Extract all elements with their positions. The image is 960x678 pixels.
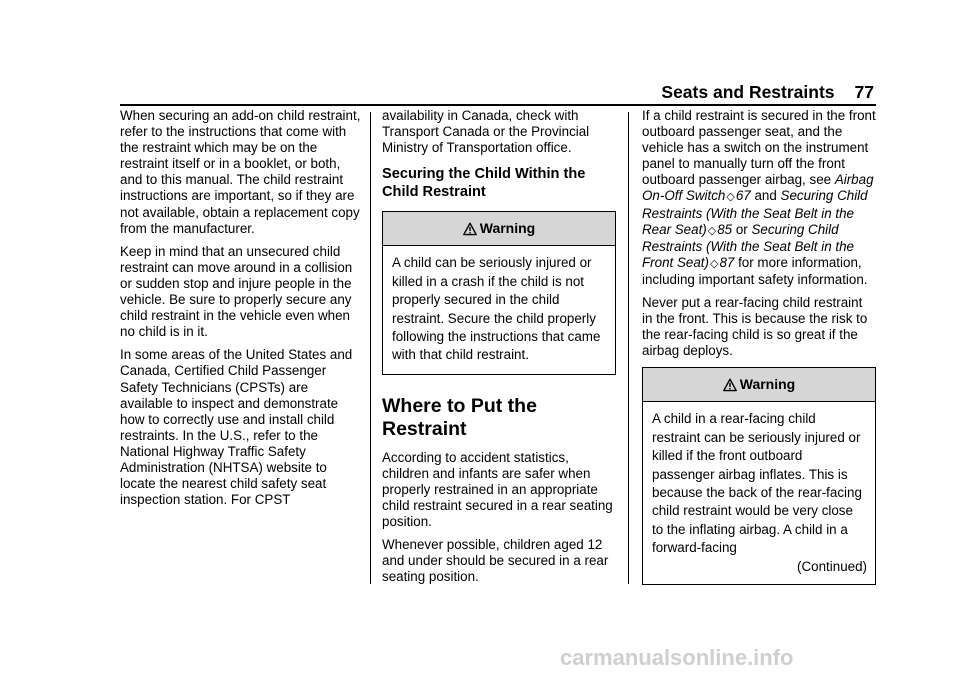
section-heading: Where to Put the Restraint <box>382 394 537 441</box>
text-run: for more information, including important safety information. <box>642 254 868 287</box>
page-number: 77 <box>854 82 874 102</box>
page-ref-arrow-icon: ◇ <box>709 257 719 270</box>
warning-box <box>642 367 876 584</box>
warning-label: Warning <box>479 220 536 237</box>
warning-text <box>643 402 875 583</box>
warning-header <box>383 212 615 246</box>
warning-body-text: A child in a rear-facing child restraint can be seriously injured or killed if the front outboard passenger airbag inflates. This is because the back of the rear-facing child restraint would be very close to the inflating airbag. A child in a forward-facing <box>652 411 862 556</box>
page-ref[interactable]: 85 <box>717 221 733 237</box>
subheading: Securing the Child Within the Child Restraint <box>382 166 586 200</box>
column-3 <box>642 108 876 584</box>
column-1 <box>120 108 364 584</box>
page-ref-arrow-icon: ◇ <box>726 191 735 204</box>
paragraph <box>642 108 876 288</box>
continued-label: (Continued) <box>797 558 867 574</box>
text-run: and <box>750 188 781 204</box>
cross-reference-link[interactable]: Securing Child Restraints (With the Seat Belt in the Front Seat) <box>642 221 854 270</box>
text-run: or <box>732 221 752 237</box>
paragraph: When securing an add-on child restraint, refer to the instructions that come with the restraint which may be on the restraint itself or in a booklet, or both, and to this manual. The child restraint instructions are important, so if they are not available, obtain a replacement copy from the manufacturer. <box>120 108 361 236</box>
column-divider-2 <box>628 112 629 584</box>
column-2 <box>382 108 616 584</box>
warning-icon <box>463 215 477 248</box>
text-run: If a child restraint is secured in the front outboard passenger seat, and the vehicle has a switch on the instrument panel to manually turn off the front outboard passenger airbag, see <box>642 108 876 188</box>
cross-reference-link[interactable]: Securing Child Restraints (With the Seat Belt in the Rear Seat) <box>642 188 868 237</box>
paragraph: According to accident statistics, children and infants are safer when properly restrained in an appropriate child restraint secured in a rear seating position. <box>382 449 613 530</box>
warning-text: A child can be seriously injured or killed in a crash if the child is not properly secured in the child restraint. Secure the child properly following the instructions that came with that child restraint. <box>392 255 601 363</box>
page-ref[interactable]: 67 <box>735 188 751 204</box>
paragraph: Never put a rear-facing child restraint in the front. This is because the risk to the rear-facing child is so great if the airbag deploys. <box>642 295 868 359</box>
page-header <box>661 82 874 103</box>
warning-box <box>382 211 616 374</box>
page-ref-arrow-icon: ◇ <box>707 224 717 237</box>
paragraph: Keep in mind that an unsecured child restraint can move around in a collision or sudden stop and injure people in the vehicle. Be sure to properly secure any child restraint in the vehicle even when no child is in it. <box>120 243 353 340</box>
cross-reference-link[interactable]: Airbag On-Off Switch <box>642 172 874 204</box>
warning-header <box>643 368 875 402</box>
page-ref[interactable]: 87 <box>719 254 735 270</box>
paragraph: In some areas of the United States and Canada, Certified Child Passenger Safety Technicians (CPSTs) are available to inspect and demonstrate how to correctly use and install child restraints. In the U.S., refer to the National Highway Traffic Safety Administration (NHTSA) website to locate the nearest child safety seat inspection station. For CPST <box>120 347 353 508</box>
column-divider-1 <box>370 112 371 584</box>
warning-icon <box>723 371 737 404</box>
header-rule <box>120 104 876 106</box>
paragraph: Whenever possible, children aged 12 and under should be secured in a rear seating position. <box>382 537 609 585</box>
watermark: carmanualsonline.info <box>560 645 794 670</box>
section-title: Seats and Restraints <box>661 82 835 102</box>
warning-label: Warning <box>739 376 796 393</box>
paragraph: availability in Canada, check with Transport Canada or the Provincial Ministry of Transportation office. <box>382 108 590 156</box>
